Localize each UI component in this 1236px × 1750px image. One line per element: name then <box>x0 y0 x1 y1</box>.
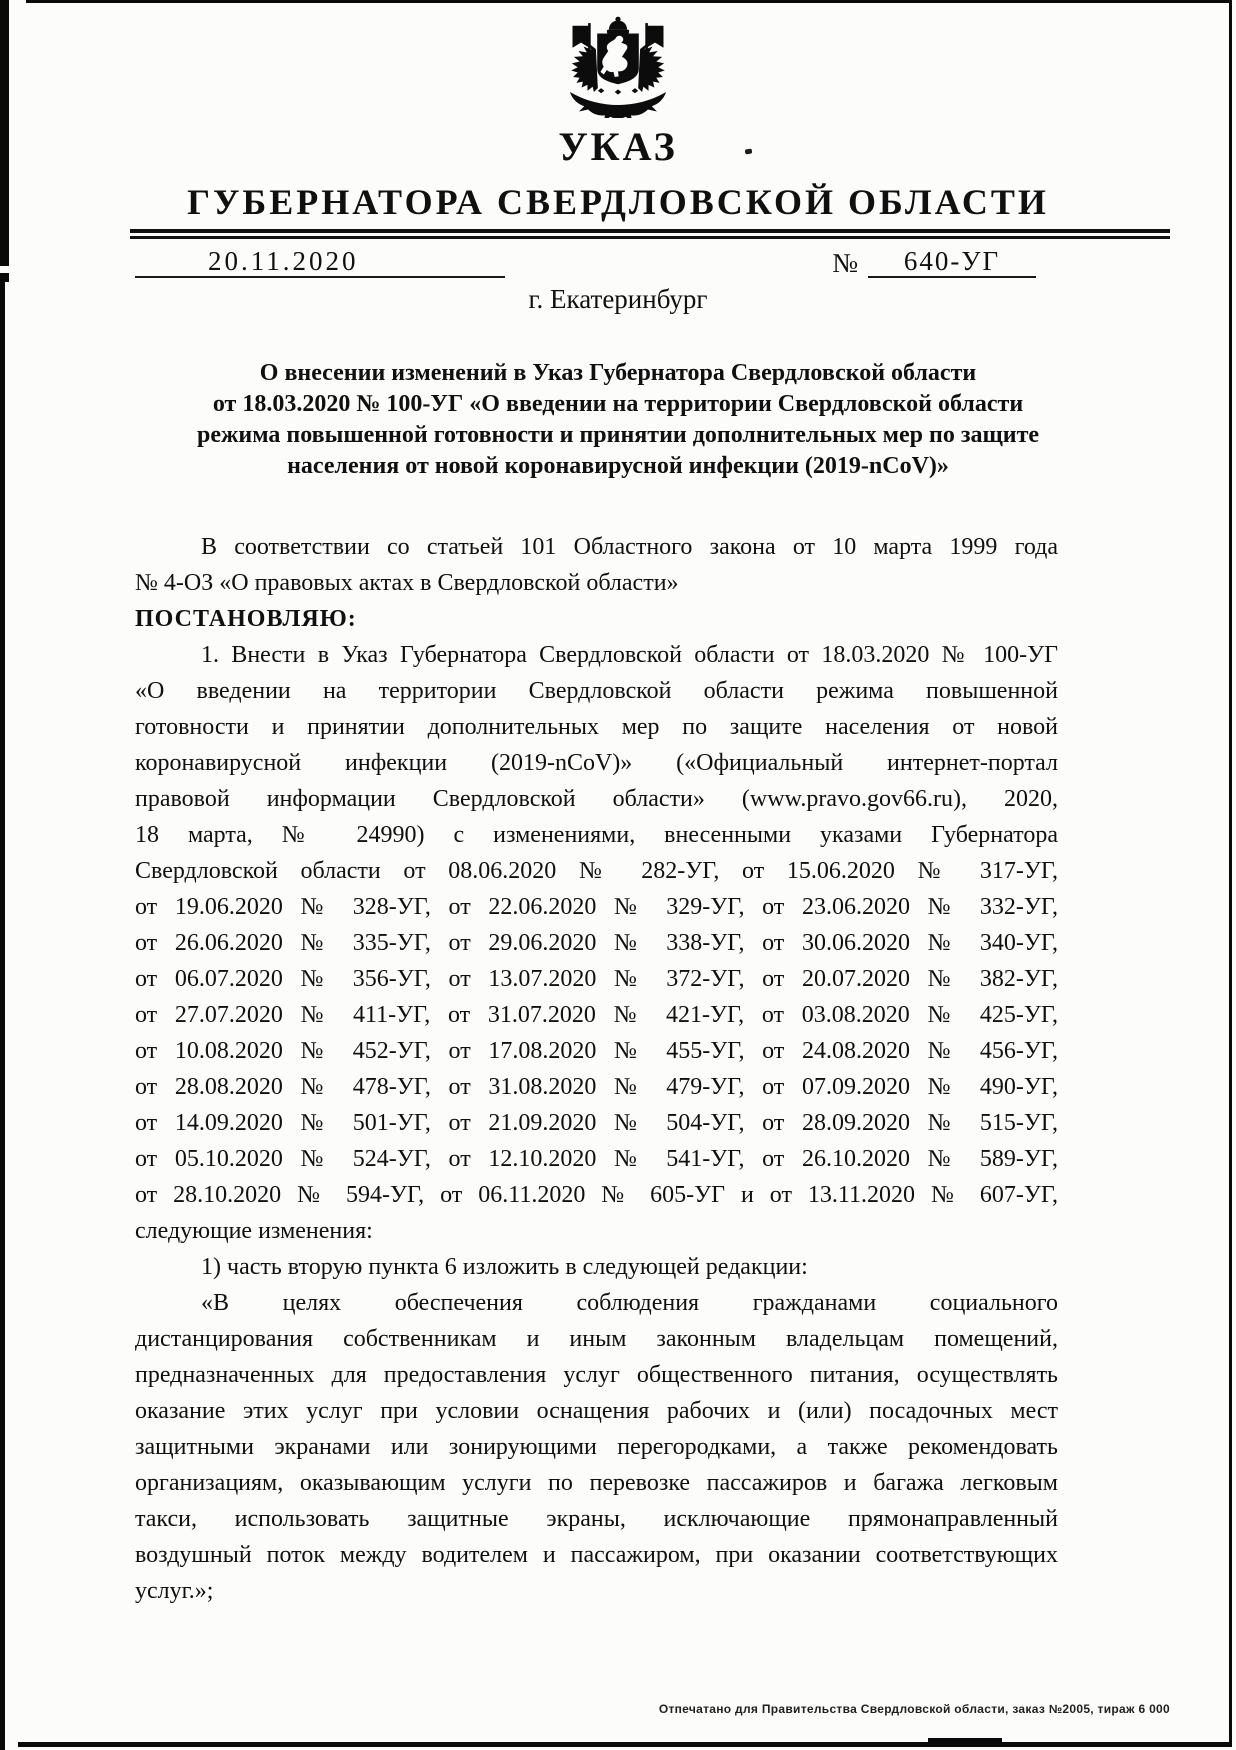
body-block <box>135 529 1058 1609</box>
body-line: от 10.08.2020 № 452-УГ, от 17.08.2020 № 455-УГ, от 24.08.2020 № 456-УГ, <box>135 1038 1058 1064</box>
body-line: от 06.07.2020 № 356-УГ, от 13.07.2020 № 372-УГ, от 20.07.2020 № 382-УГ, <box>135 966 1058 992</box>
emblem-wrap <box>0 0 1236 116</box>
scan-edge-left-bottom <box>0 282 5 1750</box>
body-line: от 14.09.2020 № 501-УГ, от 21.09.2020 № 504-УГ, от 28.09.2020 № 515-УГ, <box>135 1110 1058 1136</box>
date-number-row <box>135 246 1036 278</box>
scan-edge-left-notch <box>0 266 9 273</box>
body-line: организациям, оказывающим услуги по перевозке пассажиров и багажа легковым <box>135 1470 1058 1496</box>
scan-edge-left-top <box>0 0 9 282</box>
body-line: следующие изменения: <box>135 1218 373 1244</box>
scan-edge-bottom-blob <box>928 1738 1002 1747</box>
scan-edge-bottom <box>18 1742 1232 1747</box>
sverdlovsk-coat-of-arms-icon <box>543 14 693 118</box>
document-number-group <box>832 246 1036 278</box>
double-rule-divider <box>130 229 1170 239</box>
body-line: готовности и принятии дополнительных мер по защите населения от новой <box>135 714 1058 740</box>
body-line: оказание этих услуг при условии оснащения рабочих и (или) посадочных мест <box>135 1398 1058 1424</box>
title-block <box>135 358 1101 482</box>
body-line: 18 марта, № 24990) с изменениями, внесенными указами Губернатора <box>135 822 1058 848</box>
title-line: О внесении изменений в Указ Губернатора Свердловской области <box>259 360 977 386</box>
body-line: правовой информации Свердловской области» (www.pravo.gov66.ru), 2020, <box>135 786 1058 812</box>
body-line: от 28.10.2020 № 594-УГ, от 06.11.2020 № 605-УГ и от 13.11.2020 № 607-УГ, <box>135 1182 1058 1208</box>
body-line: от 27.07.2020 № 411-УГ, от 31.07.2020 № 421-УГ, от 03.08.2020 № 425-УГ, <box>135 1002 1058 1028</box>
body-line: В соответствии со статьей 101 Областного закона от 10 марта 1999 года <box>201 534 1058 560</box>
body-line: ПОСТАНОВЛЯЮ: <box>135 606 357 632</box>
doc-type-heading: УКАЗ <box>558 124 678 169</box>
city-line: г. Екатеринбург <box>528 284 708 314</box>
body-line: от 05.10.2020 № 524-УГ, от 12.10.2020 № 541-УГ, от 26.10.2020 № 589-УГ, <box>135 1146 1058 1172</box>
body-line: защитными экранами или зонирующими перегородками, а также рекомендовать <box>135 1434 1058 1460</box>
title-line: режима повышенной готовности и принятии дополнительных мер по защите <box>196 422 1040 448</box>
body-line: «В целях обеспечения соблюдения гражданами социального <box>201 1290 1058 1316</box>
body-line: такси, использовать защитные экраны, исключающие прямонаправленный <box>135 1506 1058 1532</box>
print-imprint: Отпечатано для Правительства Свердловской области, заказ №2005, тираж 6 000 <box>658 1702 1170 1716</box>
body-line: воздушный поток между водителем и пассажиром, при оказании соответствующих <box>135 1542 1058 1568</box>
body-line: от 19.06.2020 № 328-УГ, от 22.06.2020 № 329-УГ, от 23.06.2020 № 332-УГ, <box>135 894 1058 920</box>
body-line: предназначенных для предоставления услуг общественного питания, осуществлять <box>135 1362 1058 1388</box>
scan-edge-top <box>26 0 1232 3</box>
document-date: 20.11.2020 <box>135 246 505 278</box>
authority-heading: ГУБЕРНАТОРА СВЕРДЛОВСКОЙ ОБЛАСТИ <box>187 182 1049 222</box>
body-line: от 26.06.2020 № 335-УГ, от 29.06.2020 № 338-УГ, от 30.06.2020 № 340-УГ, <box>135 930 1058 956</box>
body-line: «О введении на территории Свердловской области режима повышенной <box>135 678 1058 704</box>
body-line: 1. Внести в Указ Губернатора Свердловской области от 18.03.2020 № 100-УГ <box>201 642 1058 668</box>
body-line: коронавирусной инфекции (2019-nCoV)» («Официальный интернет-портал <box>135 750 1058 776</box>
body-line: 1) часть вторую пункта 6 изложить в следующей редакции: <box>201 1254 808 1280</box>
body-line: № 4-ОЗ «О правовых актах в Свердловской области» <box>135 570 679 596</box>
body-line: от 28.08.2020 № 478-УГ, от 31.08.2020 № 479-УГ, от 07.09.2020 № 490-УГ, <box>135 1074 1058 1100</box>
number-sign: № <box>832 248 858 278</box>
title-line: населения от новой коронавирусной инфекции (2019-nCoV)» <box>287 453 949 479</box>
body-line: Свердловской области от 08.06.2020 № 282-УГ, от 15.06.2020 № 317-УГ, <box>135 858 1058 884</box>
scan-edge-right <box>1229 0 1232 1747</box>
body-line: дистанцирования собственникам и иным законным владельцам помещений, <box>135 1326 1058 1352</box>
body-line: услуг.»; <box>135 1578 214 1604</box>
title-line: от 18.03.2020 № 100-УГ «О введении на территории Свердловской области <box>212 391 1024 417</box>
document-number: 640-УГ <box>868 246 1036 278</box>
